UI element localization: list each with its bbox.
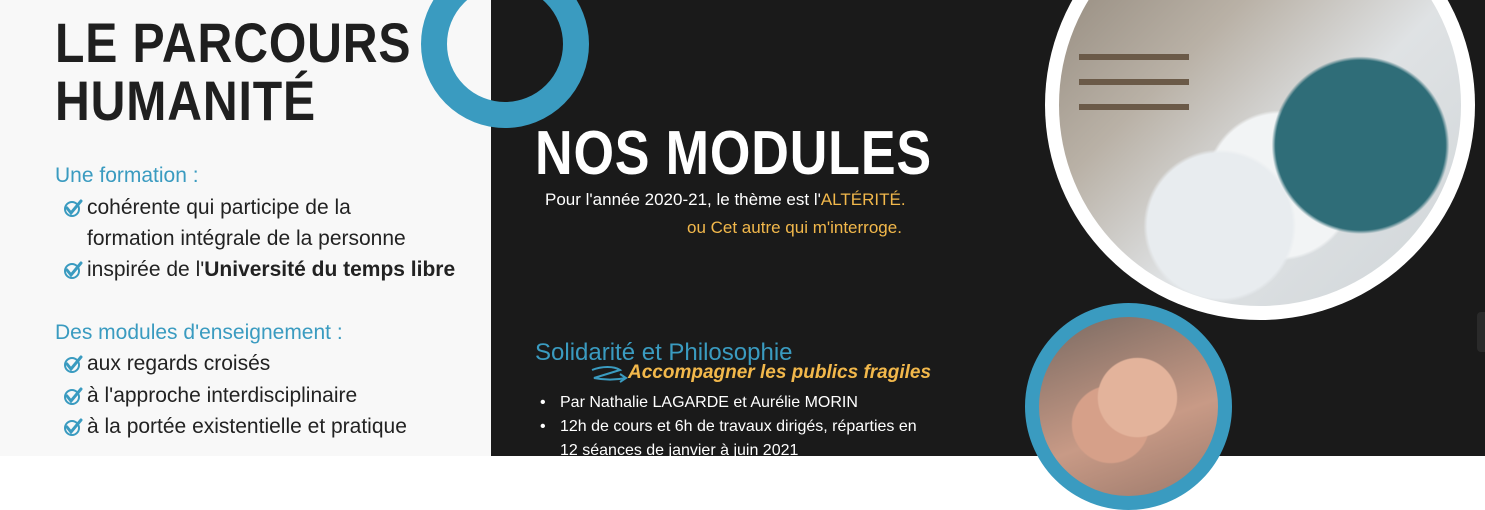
bullet-dot-icon: • [540,418,546,435]
bookshelf [1079,104,1189,110]
bullet-item [540,394,858,412]
list-item-continuation: formation intégrale de la personne [87,227,406,250]
scroll-handle[interactable] [1477,312,1485,352]
hands-photo [1025,303,1232,510]
swoosh-arrow-icon [590,364,628,388]
check-icon [63,261,83,285]
bullet-text: Par Nathalie LAGARDE et Aurélie MORIN [560,394,858,411]
section-heading-formation: Une formation : [55,164,199,187]
list-item-text: inspirée de l' [87,258,205,281]
bookshelf [1079,79,1189,85]
list-item-text: à l'approche interdisciplinaire [87,384,358,407]
module-subtitle: Accompagner les publics fragiles [628,362,932,383]
check-icon [63,418,83,442]
theme-accent: ALTÉRITÉ. [820,190,906,209]
theme-line-2: ou Cet autre qui m'interroge. [687,218,902,237]
library-photo-image [1059,0,1461,306]
theme-text: Pour l'année 2020-21, le thème est l' [545,190,821,209]
bullet-text: 12h de cours et 6h de travaux dirigés, réparties en [560,418,917,435]
bullet-item [540,418,917,436]
section-heading-modules: Des modules d'enseignement : [55,321,343,344]
list-item [63,196,351,223]
list-item [63,415,407,442]
check-icon [63,355,83,379]
list-item [63,384,357,411]
bookshelf [1079,54,1189,60]
modules-title: NOS MODULES [535,119,932,188]
list-item [63,258,455,285]
module-heading: Solidarité et Philosophie [535,339,793,366]
list-item-text: cohérente qui participe de la [87,196,351,219]
check-icon [63,199,83,223]
list-item-bold: Université du temps libre [204,258,456,281]
bullet-continuation: 12 séances de janvier à juin 2021 [560,442,799,459]
check-icon [63,387,83,411]
bullet-dot-icon: • [540,394,546,411]
theme-line-1 [545,190,906,210]
page-title [55,11,412,132]
list-item-text: à la portée existentielle et pratique [87,415,407,438]
list-item-text: aux regards croisés [87,352,271,375]
title-line-2: HUMANITÉ [55,69,317,132]
title-line-1: LE PARCOURS [55,11,412,74]
list-item [63,352,270,379]
